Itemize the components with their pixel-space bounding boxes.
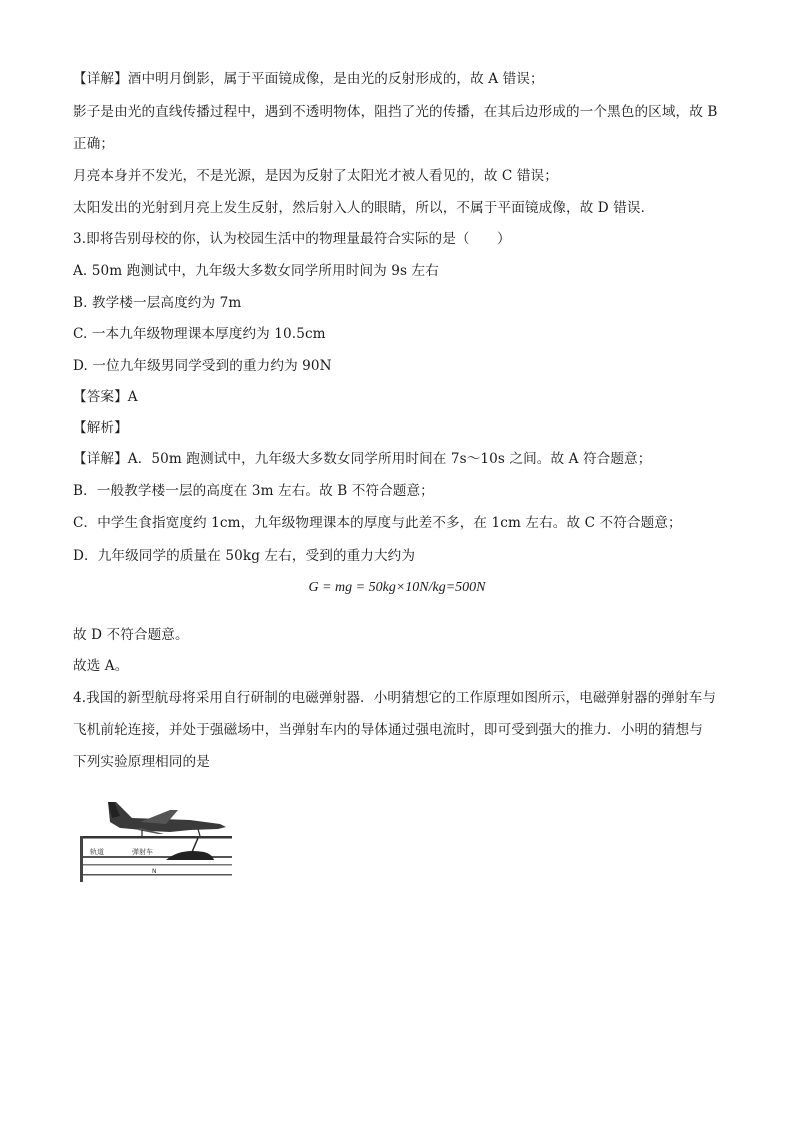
- text-line: 【详解】酒中明月倒影，属于平面镜成像，是由光的反射形成的，故 A 错误；: [73, 71, 544, 87]
- question-4-stem: 4.我国的新型航母将采用自行研制的电磁弹射器．小明猜想它的工作原理如图所示，电磁弹射器的弹射车与: [73, 690, 717, 706]
- catapult-cart-icon: [166, 851, 214, 860]
- text-line: 月亮本身并不发光，不是光源，是因为反射了太阳光才被人看见的，故 C 错误；: [73, 168, 558, 184]
- option-d: D. 一位九年级男同学受到的重力约为 90N: [73, 358, 332, 374]
- track-line: [82, 874, 232, 876]
- text-line: 故选 A。: [73, 658, 129, 674]
- text-line: D．九年级同学的质量在 50kg 左右，受到的重力大约为: [73, 548, 416, 564]
- option-b: B. 教学楼一层高度约为 7m: [73, 295, 242, 311]
- answer-label: 【答案】A: [73, 389, 138, 405]
- text-line: 影子是由光的直线传播过程中，遇到不透明物体，阻挡了光的传播，在其后边形成的一个黑色的区域，故 B: [73, 104, 718, 120]
- gravity-equation: G = mg = 50kg×10N/kg=500N: [308, 580, 486, 595]
- catapult-figure: [80, 798, 235, 882]
- connector-line: [192, 838, 198, 852]
- question-3-stem: 3.即将告别母校的你，认为校园生活中的物理量最符合实际的是（ ）: [73, 231, 511, 247]
- text-line: B．一般教学楼一层的高度在 3m 左右。故 B 不符合题意；: [73, 483, 434, 499]
- track-label: 轨道: [90, 848, 104, 856]
- jet-icon: [108, 802, 226, 836]
- analysis-label: 【解析】: [73, 420, 128, 436]
- text-line: C．中学生食指宽度约 1cm，九年级物理课本的厚度与此差不多，在 1cm 左右。故 C 不符合题意；: [73, 515, 682, 531]
- text-line: 故 D 不符合题意。: [73, 627, 189, 643]
- track-top-line: [82, 836, 232, 839]
- option-a: A. 50m 跑测试中，九年级大多数女同学所用时间为 9s 左右: [73, 263, 439, 279]
- pole-label: N: [152, 868, 157, 875]
- text-line: 【详解】A．50m 跑测试中，九年级大多数女同学所用时间在 7s～10s 之间。故 A 符合题意；: [73, 451, 652, 467]
- track-line: [82, 864, 232, 866]
- text-line: 飞机前轮连接，并处于强磁场中，当弹射车内的导体通过强电流时，即可受到强大的推力．小明的猜想与: [73, 722, 703, 738]
- text-line: 正确；: [73, 136, 115, 152]
- text-line: 下列实验原理相同的是: [73, 754, 210, 770]
- option-c: C. 一本九年级物理课本厚度约为 10.5cm: [73, 326, 326, 342]
- cart-label: 弹射车: [132, 848, 153, 856]
- figure-left-edge: [80, 836, 83, 882]
- text-line: 太阳发出的光射到月亮上发生反射，然后射入人的眼睛，所以，不属于平面镜成像，故 D 错误．: [73, 200, 655, 216]
